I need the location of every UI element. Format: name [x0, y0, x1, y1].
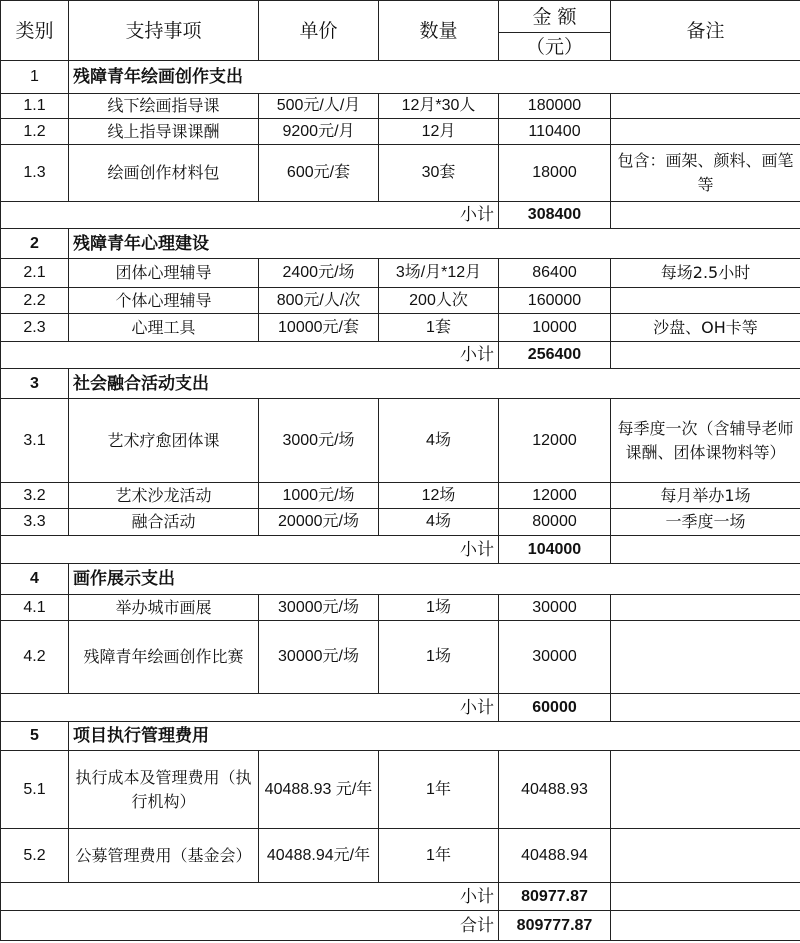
- item-unit-price: 30000元/场: [259, 595, 379, 621]
- item-amount: 110400: [499, 119, 611, 145]
- subtotal-row: [1, 694, 800, 722]
- table-row: [1, 288, 800, 314]
- item-amount: 40488.93: [499, 751, 611, 829]
- item-quantity: 12月: [379, 119, 499, 145]
- item-name: 团体心理辅导: [69, 259, 259, 288]
- item-remark: 每场2.5小时: [611, 259, 800, 288]
- item-unit-price: 9200元/月: [259, 119, 379, 145]
- table-row: [1, 94, 800, 119]
- item-amount: 80000: [499, 509, 611, 536]
- header-unit-price: 单价: [259, 1, 379, 61]
- section-row: [1, 61, 800, 94]
- item-quantity: 12场: [379, 483, 499, 509]
- section-row: [1, 369, 800, 399]
- subtotal-label: 小计: [1, 694, 499, 722]
- item-name: 线下绘画指导课: [69, 94, 259, 119]
- item-amount: 12000: [499, 399, 611, 483]
- item-number: 4.2: [1, 621, 69, 694]
- item-unit-price: 2400元/场: [259, 259, 379, 288]
- item-name: 心理工具: [69, 314, 259, 342]
- section-title: 社会融合活动支出: [69, 369, 800, 399]
- header-row: [1, 1, 800, 33]
- item-quantity: 1套: [379, 314, 499, 342]
- subtotal-amount: 308400: [499, 202, 611, 229]
- item-remark: [611, 288, 800, 314]
- item-quantity: 200人次: [379, 288, 499, 314]
- item-amount: 40488.94: [499, 829, 611, 883]
- subtotal-label: 小计: [1, 536, 499, 564]
- section-row: [1, 722, 800, 751]
- subtotal-label: 小计: [1, 883, 499, 911]
- subtotal-label: 小计: [1, 202, 499, 229]
- subtotal-remark: [611, 694, 800, 722]
- table-row: [1, 314, 800, 342]
- table-row: [1, 595, 800, 621]
- item-quantity: 1年: [379, 751, 499, 829]
- item-number: 1.1: [1, 94, 69, 119]
- item-number: 3.1: [1, 399, 69, 483]
- item-amount: 160000: [499, 288, 611, 314]
- item-remark: [611, 119, 800, 145]
- item-amount: 12000: [499, 483, 611, 509]
- subtotal-row: [1, 342, 800, 369]
- subtotal-remark: [611, 202, 800, 229]
- item-unit-price: 40488.93 元/年: [259, 751, 379, 829]
- item-remark: 一季度一场: [611, 509, 800, 536]
- table-row: [1, 119, 800, 145]
- item-name: 艺术沙龙活动: [69, 483, 259, 509]
- item-amount: 10000: [499, 314, 611, 342]
- total-amount: 809777.87: [499, 911, 611, 941]
- total-remark: [611, 911, 800, 941]
- header-amount-unit: （元）: [499, 33, 611, 61]
- table-row: [1, 259, 800, 288]
- section-title: 项目执行管理费用: [69, 722, 800, 751]
- item-number: 3.2: [1, 483, 69, 509]
- item-number: 2.1: [1, 259, 69, 288]
- header-quantity: 数量: [379, 1, 499, 61]
- item-quantity: 3场/月*12月: [379, 259, 499, 288]
- item-number: 4.1: [1, 595, 69, 621]
- item-name: 线上指导课课酬: [69, 119, 259, 145]
- subtotal-amount: 104000: [499, 536, 611, 564]
- item-name: 公募管理费用（基金会）: [69, 829, 259, 883]
- item-number: 2.2: [1, 288, 69, 314]
- item-quantity: 30套: [379, 145, 499, 202]
- item-unit-price: 3000元/场: [259, 399, 379, 483]
- header-item: 支持事项: [69, 1, 259, 61]
- subtotal-row: [1, 202, 800, 229]
- item-unit-price: 800元/人/次: [259, 288, 379, 314]
- subtotal-row: [1, 883, 800, 911]
- section-title: 残障青年绘画创作支出: [69, 61, 800, 94]
- table-row: [1, 483, 800, 509]
- item-remark: [611, 621, 800, 694]
- item-name: 融合活动: [69, 509, 259, 536]
- total-row: [1, 911, 800, 941]
- item-unit-price: 30000元/场: [259, 621, 379, 694]
- item-unit-price: 600元/套: [259, 145, 379, 202]
- item-remark: [611, 595, 800, 621]
- subtotal-label: 小计: [1, 342, 499, 369]
- item-remark: [611, 751, 800, 829]
- item-name: 个体心理辅导: [69, 288, 259, 314]
- item-remark: 沙盘、OH卡等: [611, 314, 800, 342]
- item-remark: 包含：画架、颜料、画笔等: [611, 145, 800, 202]
- section-number: 3: [1, 369, 69, 399]
- header-remark: 备注: [611, 1, 800, 61]
- item-remark: 每季度一次（含辅导老师课酬、团体课物料等）: [611, 399, 800, 483]
- item-quantity: 12月*30人: [379, 94, 499, 119]
- section-number: 1: [1, 61, 69, 94]
- item-name: 绘画创作材料包: [69, 145, 259, 202]
- table-row: [1, 399, 800, 483]
- item-number: 1.2: [1, 119, 69, 145]
- subtotal-row: [1, 536, 800, 564]
- section-title: 画作展示支出: [69, 564, 800, 595]
- item-remark: 每月举办1场: [611, 483, 800, 509]
- item-number: 1.3: [1, 145, 69, 202]
- section-title: 残障青年心理建设: [69, 229, 800, 259]
- item-unit-price: 20000元/场: [259, 509, 379, 536]
- section-number: 5: [1, 722, 69, 751]
- item-remark: [611, 829, 800, 883]
- subtotal-remark: [611, 342, 800, 369]
- table-row: [1, 751, 800, 829]
- section-row: [1, 229, 800, 259]
- section-number: 4: [1, 564, 69, 595]
- total-label: 合计: [1, 911, 499, 941]
- header-category: 类别: [1, 1, 69, 61]
- item-number: 5.2: [1, 829, 69, 883]
- table-row: [1, 829, 800, 883]
- item-name: 执行成本及管理费用（执行机构）: [69, 751, 259, 829]
- table-row: [1, 621, 800, 694]
- header-amount: 金 额: [499, 1, 611, 33]
- item-amount: 30000: [499, 595, 611, 621]
- table-row: [1, 509, 800, 536]
- item-amount: 180000: [499, 94, 611, 119]
- item-amount: 18000: [499, 145, 611, 202]
- item-name: 残障青年绘画创作比赛: [69, 621, 259, 694]
- subtotal-amount: 80977.87: [499, 883, 611, 911]
- item-quantity: 1年: [379, 829, 499, 883]
- item-quantity: 1场: [379, 595, 499, 621]
- item-number: 3.3: [1, 509, 69, 536]
- item-number: 5.1: [1, 751, 69, 829]
- section-number: 2: [1, 229, 69, 259]
- item-name: 艺术疗愈团体课: [69, 399, 259, 483]
- subtotal-amount: 256400: [499, 342, 611, 369]
- item-unit-price: 500元/人/月: [259, 94, 379, 119]
- subtotal-remark: [611, 536, 800, 564]
- item-amount: 30000: [499, 621, 611, 694]
- item-unit-price: 1000元/场: [259, 483, 379, 509]
- item-amount: 86400: [499, 259, 611, 288]
- item-quantity: 4场: [379, 509, 499, 536]
- item-quantity: 4场: [379, 399, 499, 483]
- item-unit-price: 10000元/套: [259, 314, 379, 342]
- table-row: [1, 145, 800, 202]
- subtotal-amount: 60000: [499, 694, 611, 722]
- item-unit-price: 40488.94元/年: [259, 829, 379, 883]
- item-quantity: 1场: [379, 621, 499, 694]
- item-number: 2.3: [1, 314, 69, 342]
- section-row: [1, 564, 800, 595]
- subtotal-remark: [611, 883, 800, 911]
- item-remark: [611, 94, 800, 119]
- item-name: 举办城市画展: [69, 595, 259, 621]
